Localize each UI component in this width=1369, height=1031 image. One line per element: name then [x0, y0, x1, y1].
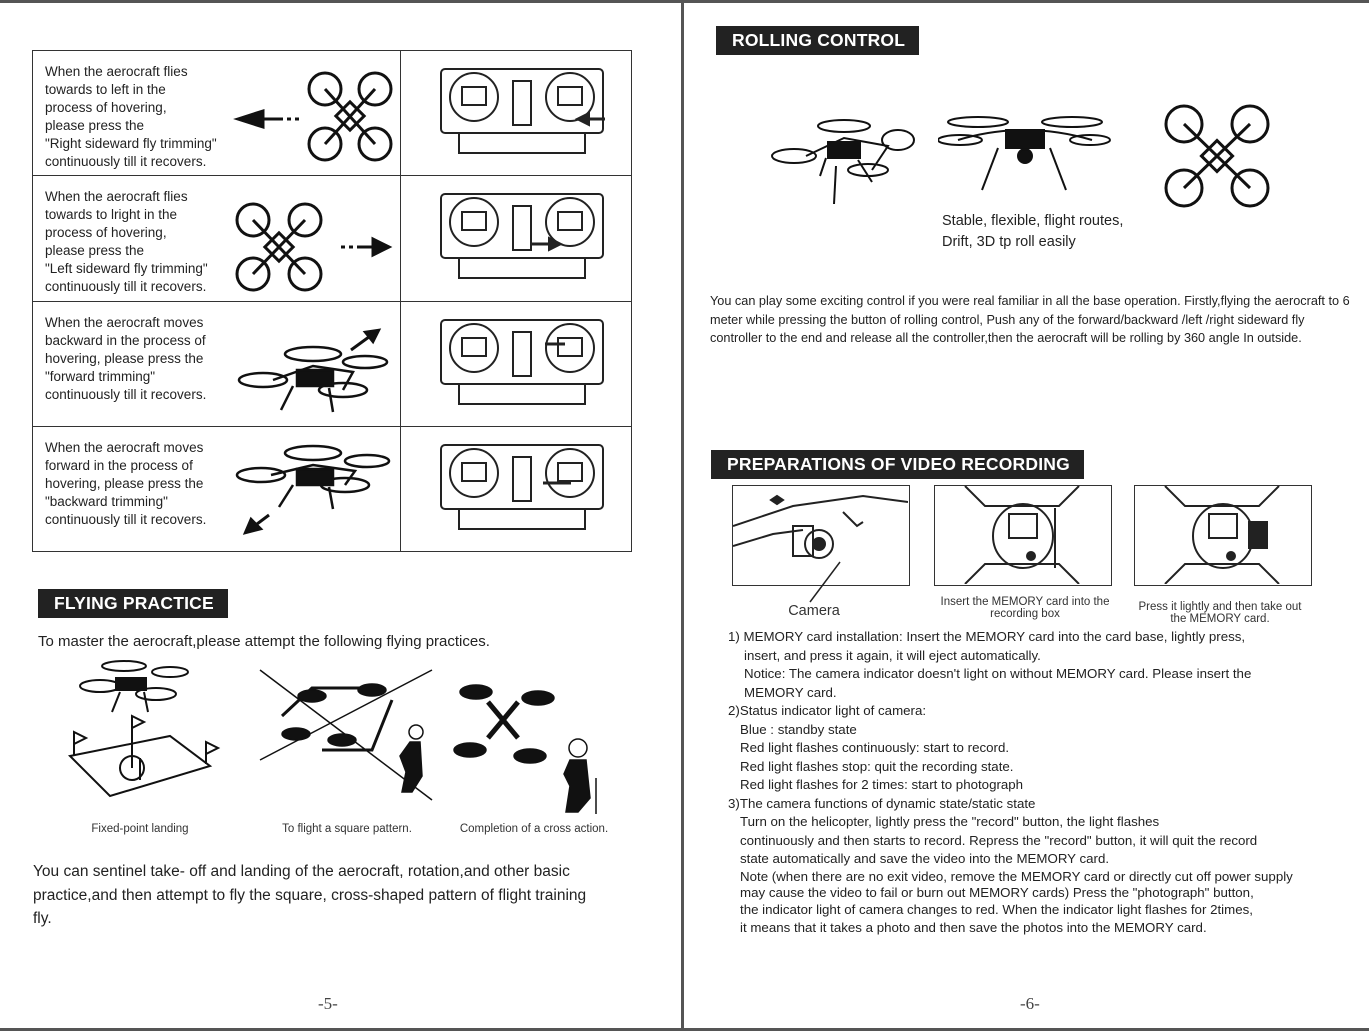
rolling-control-body: You can play some exciting control if you were real familiar in all the base operation. Firstly,flying the aerocraft to 6 meter while pressing the button of rolling control, Push any of the forward/backward /left /right sideward fly controller to the end and release all the controller,then the aerocraft will be rolling by 360 angle In outside. [710, 294, 1350, 345]
remote-controller-icon [439, 443, 605, 531]
instruction-line: Blue : standby state [740, 721, 857, 737]
page-number: -6- [1020, 994, 1040, 1013]
video-recording-title: PREPARATIONS OF VIDEO RECORDING [711, 450, 1084, 479]
trim-instruction: When the aerocraft flies towards to lright in the process of hovering, please press the "Left sideward fly trimming" continuously till it recovers. [45, 189, 208, 294]
caption-cross-action: Completion of a cross action. [459, 823, 609, 835]
trim-text-cell [33, 51, 401, 175]
trim-row [33, 176, 631, 302]
instruction-line: 1) MEMORY card installation: Insert the MEMORY card into the card base, lightly press, [728, 629, 1246, 644]
rolling-caption [942, 211, 1202, 253]
remote-controller-icon [439, 67, 605, 155]
right-page [684, 0, 1369, 1031]
remove-card-drawing [1135, 486, 1310, 584]
trim-row [33, 427, 631, 551]
rolling-control-title: ROLLING CONTROL [716, 26, 919, 55]
flying-practice-title: FLYING PRACTICE [38, 589, 228, 618]
instruction-line: 2)Status indicator light of camera: [728, 703, 927, 718]
trim-instruction: When the aerocraft moves forward in the process of hovering, please press the "backward trimming" continuously till it recovers. [45, 440, 207, 527]
trim-instruction: When the aerocraft moves backward in the process of hovering, please press the "forward trimming" continuously till it recovers. [45, 315, 207, 402]
rolling-caption-line: Stable, flexible, flight routes, [942, 213, 1124, 229]
insert-card-drawing [935, 486, 1110, 584]
caption-insert-card: Insert the MEMORY card into the recording box [940, 596, 1110, 620]
remove-card-photo [1134, 485, 1312, 586]
instruction-line: Turn on the helicopter, lightly press the "record" button, the light flashes [740, 814, 1160, 829]
insert-card-photo [934, 485, 1112, 586]
quadcopter-top-view-icon [1162, 100, 1272, 212]
flying-practice-intro: To master the aerocraft,please attempt the following flying practices. [38, 633, 490, 650]
instruction-line: Red light flashes continuously: start to record. [740, 740, 1010, 755]
instruction-line: 3)The camera functions of dynamic state/static state [728, 795, 1036, 811]
trim-text-cell [33, 427, 401, 551]
instruction-line: Note (when there are no exit video, remove the MEMORY card or directly cut off power supply [740, 868, 1293, 884]
caption-square-pattern: To flight a square pattern. [282, 823, 412, 835]
fixed-point-landing-illustration [60, 656, 230, 816]
drone-side-view-icon [233, 310, 393, 418]
rolling-caption-line: Drift, 3D tp roll easily [942, 234, 1076, 250]
quadcopter-top-view-icon [233, 59, 393, 167]
drone-rolling-illustration [768, 112, 918, 212]
instruction-line: the indicator light of camera changes to red. When the indicator light flashes for 2times, [740, 901, 1253, 917]
trim-table [32, 50, 632, 552]
instruction-line: Red light flashes stop: quit the recording state. [740, 758, 1014, 774]
drone-side-view-icon [233, 435, 393, 543]
instruction-line: Notice: The camera indicator doesn't light on without MEMORY card. Please insert the [744, 666, 1252, 681]
caption-fixed-point-landing: Fixed-point landing [91, 823, 189, 835]
trim-text-cell [33, 302, 401, 426]
instruction-line: it means that it takes a photo and then save the photos into the MEMORY card. [740, 920, 1207, 935]
camera-pointer-line [804, 560, 844, 604]
instruction-line: insert, and press it again, it will eject automatically. [744, 647, 1041, 663]
square-pattern-illustration [252, 660, 442, 820]
trim-row [33, 51, 631, 176]
cross-action-illustration [448, 678, 608, 818]
instruction-line: state automatically and save the video into the MEMORY card. [740, 851, 1110, 866]
top-border [0, 0, 683, 3]
video-recording-instructions [728, 628, 1358, 938]
caption-camera: Camera [788, 603, 840, 619]
trim-instruction: When the aerocraft flies towards to left in the process of hovering, please press the "Right sideward fly trimming" continuously till it recovers. [45, 64, 217, 169]
flying-practice-summary: You can sentinel take- off and landing of the aerocraft, rotation,and other basic practice,and then attempt to fly the square, cross-shaped pattern of flight training fly. [33, 863, 587, 927]
top-border [684, 0, 1369, 3]
instruction-line: Red light flashes for 2 times: start to photograph [740, 777, 1024, 792]
trim-text-cell [33, 176, 401, 301]
instruction-line: continuously and then starts to record. Repress the "record" button, it will quit the record [740, 832, 1258, 848]
remote-controller-icon [439, 192, 605, 280]
left-page [0, 0, 683, 1031]
quadcopter-top-view-icon [233, 184, 393, 292]
instruction-line: may cause the video to fail or burn out MEMORY cards) Press the "photograph" button, [740, 884, 1254, 900]
drone-front-view-illustration [938, 112, 1112, 194]
instruction-line: MEMORY card. [744, 684, 837, 700]
remote-controller-icon [439, 318, 605, 406]
trim-row [33, 302, 631, 427]
page-number: -5- [318, 994, 338, 1013]
caption-remove-card: Press it lightly and then take out the MEMORY card. [1138, 601, 1302, 625]
